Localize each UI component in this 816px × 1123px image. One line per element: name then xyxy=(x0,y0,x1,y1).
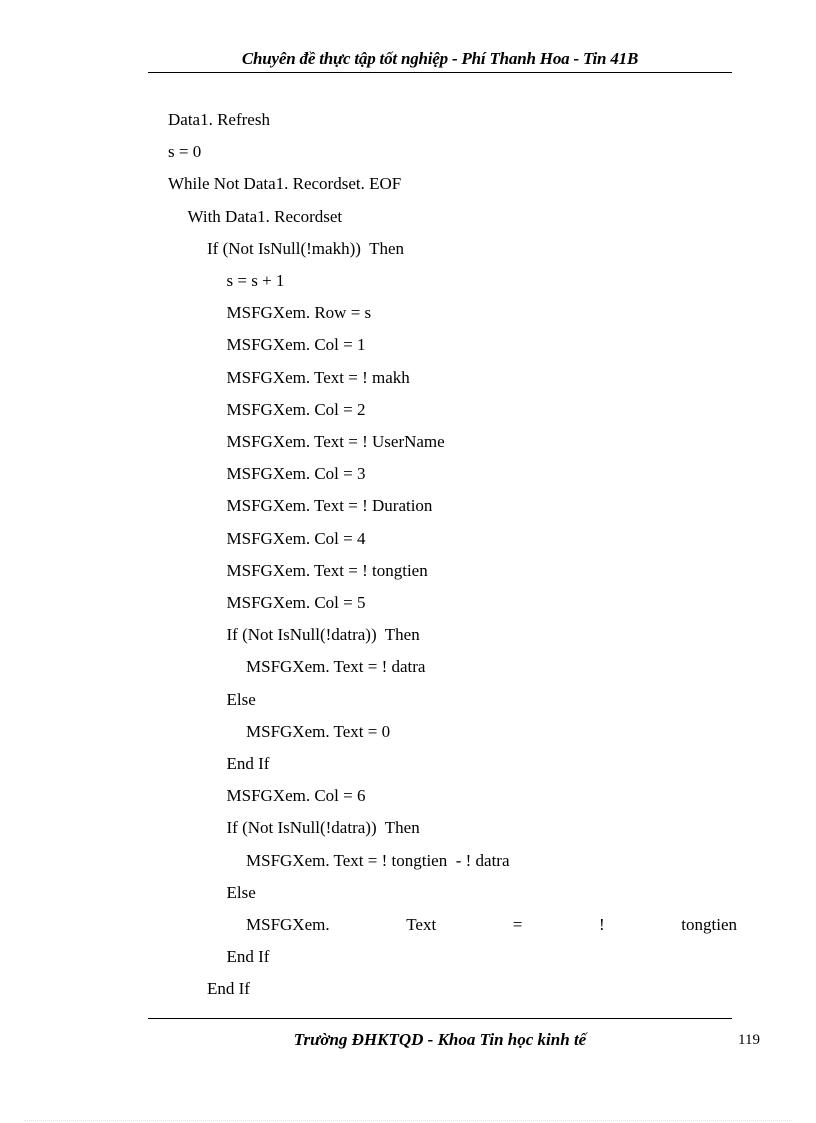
code-line: MSFGXem. Col = 1 xyxy=(226,335,366,355)
code-line: If (Not IsNull(!datra)) Then xyxy=(226,818,420,838)
code-token: Text xyxy=(406,915,437,934)
code-line: MSFGXem. Text = ! datra xyxy=(246,657,426,677)
code-line: MSFGXem. Col = 6 xyxy=(226,786,366,806)
code-line: If (Not IsNull(!makh)) Then xyxy=(207,238,405,258)
code-line: MSFGXem. Text = ! tongtien xyxy=(226,560,428,580)
code-line: MSFGXem. Row = s xyxy=(226,303,372,323)
page-number: 119 xyxy=(738,1032,760,1048)
code-line: Else xyxy=(226,882,256,902)
code-line: MSFGXem. Col = 3 xyxy=(226,464,366,484)
page-header: Chuyên đề thực tập tốt nghiệp - Phí Thanh Hoa - Tin 41B xyxy=(241,49,639,68)
code-line: Data1. Refresh xyxy=(168,110,270,129)
code-line: Else xyxy=(226,689,256,709)
code-line: MSFGXem. Text = ! Duration xyxy=(226,496,433,516)
code-token: MSFGXem. xyxy=(246,915,330,934)
code-line: MSFGXem. Col = 2 xyxy=(226,399,366,419)
code-token: ! xyxy=(599,915,605,934)
footer-divider xyxy=(148,1018,732,1019)
code-line: End If xyxy=(207,979,250,999)
code-token: tongtien xyxy=(681,915,737,934)
code-line: MSFGXem. Col = 5 xyxy=(226,593,366,612)
code-token: = xyxy=(512,915,523,934)
code-line: End If xyxy=(226,947,270,967)
page-footer: Trường ĐHKTQD - Khoa Tin học kinh tế xyxy=(293,1030,587,1049)
code-line: MSFGXem. Text = ! makh xyxy=(226,367,410,387)
code-line: End If xyxy=(226,754,270,773)
code-line: s = 0 xyxy=(168,142,202,162)
code-line: With Data1. Recordset xyxy=(187,206,343,226)
code-line: MSFGXem. Text = 0 xyxy=(246,721,391,741)
code-line: While Not Data1. Recordset. EOF xyxy=(168,174,402,194)
code-line: If (Not IsNull(!datra)) Then xyxy=(226,625,420,645)
header-divider xyxy=(148,72,732,73)
code-line: MSFGXem. Text = ! tongtien - ! datra xyxy=(246,850,510,870)
code-line: MSFGXem. Text = ! UserName xyxy=(226,432,445,451)
code-line xyxy=(246,913,737,937)
code-line: s = s + 1 xyxy=(226,271,285,290)
page-bottom-edge xyxy=(24,1120,792,1121)
code-line: MSFGXem. Col = 4 xyxy=(226,528,366,548)
